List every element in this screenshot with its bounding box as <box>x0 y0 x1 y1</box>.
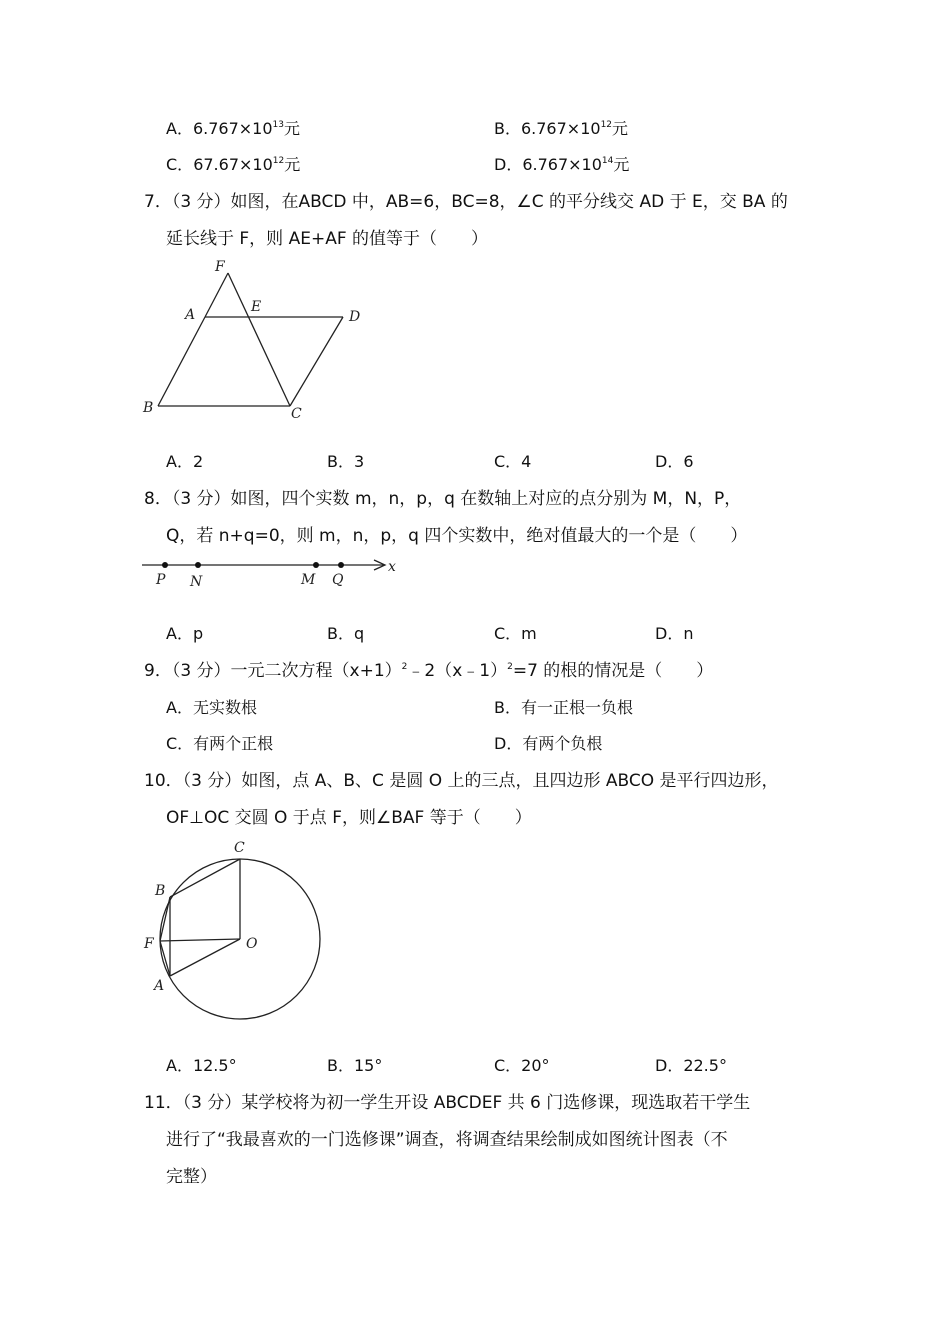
q11-stem-line2: 进行了“我最喜欢的一门选修课”调查，将调查结果绘制成如图统计图表（不 <box>166 1130 728 1150</box>
label-f: F <box>215 259 225 275</box>
point-n <box>195 562 201 568</box>
q7-option-c: C．4 <box>494 452 532 471</box>
label-m: M <box>301 572 316 588</box>
label-d: D <box>349 309 361 325</box>
q6-option-c: C．$67.67\times 10^{12}$元 <box>166 155 301 174</box>
q6-option-d: D．$6.767\times 10^{14}$元 <box>494 155 630 174</box>
point-p <box>162 562 168 568</box>
label-e: E <box>251 299 262 315</box>
q10-option-c: C．20° <box>494 1056 550 1075</box>
segment-bc <box>170 859 240 897</box>
segment-ba <box>158 317 205 406</box>
q7-stem-line2: 延长线于 F，则 AE+AF 的值等于（ ） <box>166 229 489 249</box>
q8-option-a: A．p <box>166 624 204 643</box>
q8-stem-line2: Q，若 n+q=0，则 m，n，p，q 四个实数中，绝对值最大的一个是（ ） <box>166 526 748 546</box>
label-q: Q <box>332 572 344 588</box>
q9-option-b: B．有一正根一负根 <box>494 698 633 717</box>
label-o: O <box>246 936 258 952</box>
q11-stem-line3: 完整） <box>166 1167 217 1187</box>
q10-option-a: A．12.5° <box>166 1056 237 1075</box>
label-a: A <box>185 307 196 323</box>
segment-bf <box>160 897 170 941</box>
q9-option-c: C．有两个正根 <box>166 734 274 753</box>
q8-option-d: D．n <box>655 624 694 643</box>
q9-option-a: A．无实数根 <box>166 698 257 717</box>
q7-option-a: A．2 <box>166 452 204 471</box>
q7-option-d: D．6 <box>655 452 694 471</box>
q8-stem-line1: 8．（3 分）如图，四个实数 m，n，p，q 在数轴上对应的点分别为 M，N，P， <box>144 489 742 509</box>
point-q <box>338 562 344 568</box>
label-n: N <box>190 574 203 590</box>
point-m <box>313 562 319 568</box>
label-a: A <box>154 978 165 994</box>
label-f: F <box>144 936 154 952</box>
segment-af <box>205 273 228 317</box>
label-p: P <box>156 572 166 588</box>
q7-option-b: B．3 <box>327 452 365 471</box>
q10-stem-line2: OF⊥OC 交圆 O 于点 F，则∠BAF 等于（ ） <box>166 808 532 828</box>
label-x: x <box>388 559 396 575</box>
q10-stem-line1: 10．（3 分）如图，点 A、B、C 是圆 O 上的三点，且四边形 ABCO 是平行四边形， <box>144 771 779 791</box>
q7-parallelogram-figure <box>138 255 378 430</box>
q9-option-d: D．有两个负根 <box>494 734 603 753</box>
q8-number-line-figure <box>140 555 405 593</box>
q7-stem-line1: 7．（3 分）如图，在ABCD 中，AB=6，BC=8，∠C 的平分线交 AD 于 E，交 BA 的 <box>144 192 788 212</box>
q6-option-a: A．$6.767\times 10^{13}$元 <box>166 119 300 138</box>
segment-of <box>160 939 240 941</box>
segment-fa <box>160 941 170 976</box>
segment-fc <box>228 273 290 406</box>
label-b: B <box>155 883 166 899</box>
q9-stem: 9．（3 分）一元二次方程$(x+1)^2﹣2(x﹣1)^2=7$ 的根的情况是（ ） <box>144 661 714 681</box>
q10-circle-figure <box>138 832 328 1032</box>
q6-option-b: B．$6.767\times 10^{12}$元 <box>494 119 629 138</box>
label-c: C <box>291 406 302 422</box>
q10-option-d: D．22.5° <box>655 1056 727 1075</box>
q10-option-b: B．15° <box>327 1056 383 1075</box>
segment-oa <box>170 939 240 976</box>
q11-stem-line1: 11．（3 分）某学校将为初一学生开设 ABCDEF 共 6 门选修课，现选取若干学生 <box>144 1093 751 1113</box>
label-b: B <box>143 400 154 416</box>
label-c: C <box>234 840 245 856</box>
q8-option-b: B．q <box>327 624 365 643</box>
q8-option-c: C．m <box>494 624 537 643</box>
segment-dc <box>290 317 343 406</box>
